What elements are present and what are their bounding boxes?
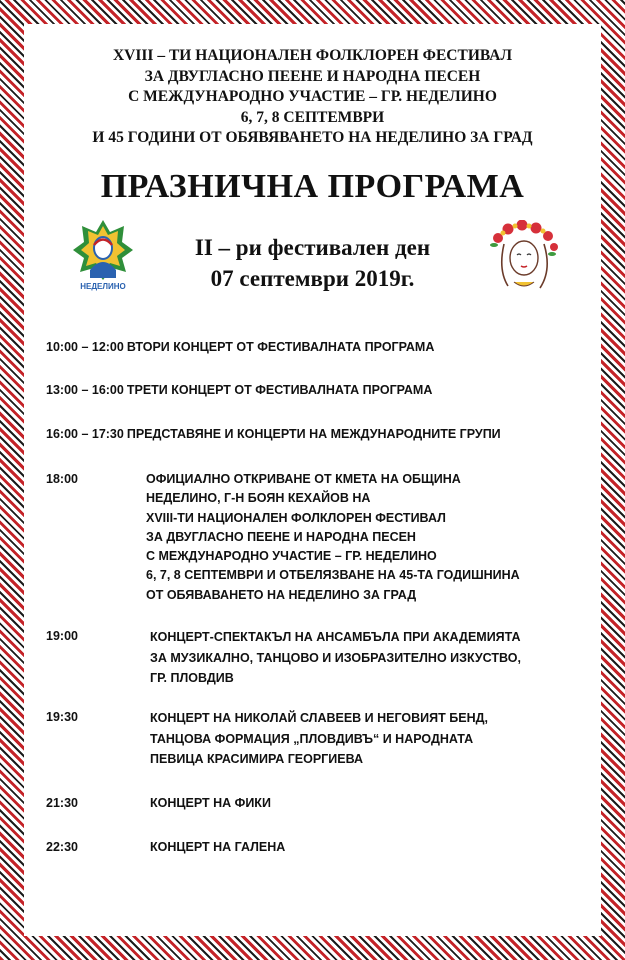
schedule-description-line: ЗА ДВУГЛАСНО ПЕЕНЕ И НАРОДНА ПЕСЕН xyxy=(146,529,416,544)
schedule-description xyxy=(146,470,566,605)
page-title: ПРАЗНИЧНА ПРОГРАМА xyxy=(100,168,525,205)
schedule-description-line: ПРЕДСТАВЯНЕ И КОНЦЕРТИ НА МЕЖДУНАРОДНИТЕ ГРУПИ xyxy=(126,427,501,441)
schedule-description xyxy=(150,708,570,770)
schedule-description xyxy=(150,627,570,689)
schedule-description xyxy=(150,838,570,857)
schedule-description-line: ПЕВИЦА КРАСИМИРА ГЕОРГИЕВА xyxy=(150,752,364,766)
header-line: 6, 7, 8 СЕПТЕМВРИ xyxy=(240,108,385,126)
festival-header xyxy=(0,46,625,149)
schedule-time: 21:30 xyxy=(46,796,78,810)
folk-girl-flower-crown-icon xyxy=(488,220,560,294)
schedule-description xyxy=(150,794,570,813)
logo-text: НЕДЕЛИНО xyxy=(80,282,126,291)
schedule-time: 16:00 – 17:30 xyxy=(46,427,124,441)
schedule-row xyxy=(46,338,606,357)
header-line: С МЕЖДУНАРОДНО УЧАСТИЕ – ГР. НЕДЕЛИНО xyxy=(128,88,497,105)
schedule-time: 13:00 – 16:00 xyxy=(46,383,124,397)
schedule-description-line: ОТ ОБЯВАВАНЕТО НА НЕДЕЛИНО ЗА ГРАД xyxy=(146,587,417,602)
schedule-time: 22:30 xyxy=(46,840,78,854)
schedule-row xyxy=(46,381,606,400)
header-line: ЗА ДВУГЛАСНО ПЕЕНЕ И НАРОДНА ПЕСЕН xyxy=(144,67,481,85)
schedule-description-line: ГР. ПЛОВДИВ xyxy=(150,671,234,685)
schedule-time: 10:00 – 12:00 xyxy=(46,340,124,354)
schedule-description-line: ТАНЦОВА ФОРМАЦИЯ „ПЛОВДИВЪ“ И НАРОДНАТА xyxy=(150,731,474,746)
schedule-description-line: ВТОРИ КОНЦЕРТ ОТ ФЕСТИВАЛНАТА ПРОГРАМА xyxy=(126,340,435,354)
schedule-description-line: ОФИЦИАЛНО ОТКРИВАНЕ ОТ КМЕТА НА ОБЩИНА xyxy=(146,472,461,486)
schedule-description-line: КОНЦЕРТ НА ФИКИ xyxy=(150,796,271,810)
schedule-description-line: КОНЦЕРТ НА ГАЛЕНА xyxy=(150,840,286,854)
schedule-time: 19:00 xyxy=(46,629,78,643)
schedule-description-line: ЗА МУЗИКАЛНО, ТАНЦОВО И ИЗОБРАЗИТЕЛНО ИЗКУСТВО, xyxy=(150,650,521,665)
day-date: 07 септември 2019г. xyxy=(210,266,415,291)
schedule-description xyxy=(127,427,501,441)
schedule-description-line: 6, 7, 8 СЕПТЕМВРИ И ОТБЕЛЯЗВАНЕ НА 45-ТА ГОДИШНИНА xyxy=(146,568,520,583)
schedule-description-line: С МЕЖДУНАРОДНО УЧАСТИЕ – ГР. НЕДЕЛИНО xyxy=(146,549,437,564)
schedule-description-line: НЕДЕЛИНО, Г-Н БОЯН КЕХАЙОВ НА xyxy=(146,491,371,506)
header-line: XVIII – ТИ НАЦИОНАЛЕН ФОЛКЛОРЕН ФЕСТИВАЛ xyxy=(112,47,512,64)
schedule-time: 18:00 xyxy=(46,472,78,486)
schedule-description xyxy=(127,340,435,354)
day-number: II – ри фестивален ден xyxy=(194,235,431,260)
schedule-description xyxy=(127,383,433,397)
schedule-row xyxy=(46,425,606,444)
schedule-description-line: ТРЕТИ КОНЦЕРТ ОТ ФЕСТИВАЛНАТА ПРОГРАМА xyxy=(126,383,433,397)
header-line: И 45 ГОДИНИ ОТ ОБЯВЯВАНЕТО НА НЕДЕЛИНО ЗА ГРАД xyxy=(92,129,533,146)
schedule-description-line: XVIII-ТИ НАЦИОНАЛЕН ФОЛКЛОРЕН ФЕСТИВАЛ xyxy=(146,510,446,525)
schedule-description-line: КОНЦЕРТ-СПЕКТАКЪЛ НА АНСАМБЪЛА ПРИ АКАДЕМИЯТА xyxy=(150,630,521,644)
schedule-description-line: КОНЦЕРТ НА НИКОЛАЙ СЛАВЕЕВ И НЕГОВИЯТ БЕНД, xyxy=(150,711,488,725)
schedule-time: 19:30 xyxy=(46,710,78,724)
